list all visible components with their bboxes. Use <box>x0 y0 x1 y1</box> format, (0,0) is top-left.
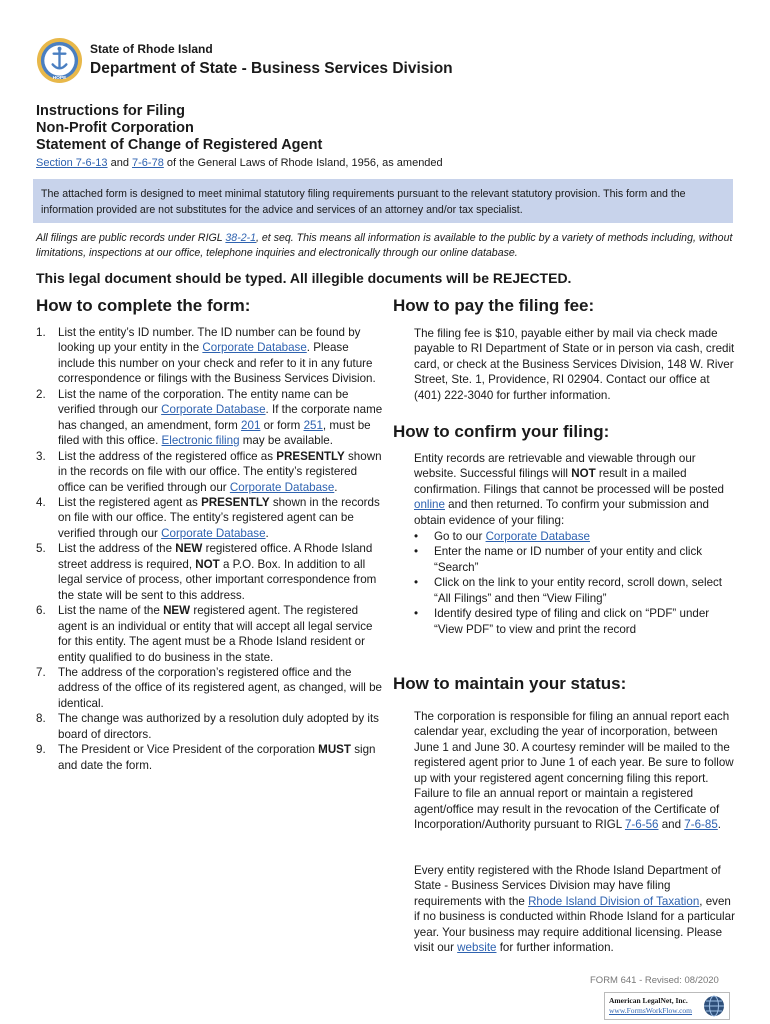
step-text: List the entity’s ID number. The ID number can be found by looking up your entity in the <box>58 326 361 355</box>
step-number: 6. <box>36 604 46 618</box>
step-text: sign and date the form. <box>58 743 376 772</box>
electronic-filing-link[interactable]: Electronic filing <box>161 434 240 448</box>
confirm-text: result in a mailed confirmation. Filings that cannot be processed will be posted <box>414 467 724 496</box>
confirm-emphasis: NOT <box>571 467 596 481</box>
step-text: or form <box>260 418 304 432</box>
complete-form-heading: How to complete the form: <box>36 296 251 315</box>
step-text: a P.O. Box. In addition to all legal service of process, other important correspondence from the state will be sent to this address. <box>58 557 377 602</box>
list-item <box>36 711 386 742</box>
corporate-database-link[interactable]: Corporate Database <box>202 341 307 355</box>
globe-icon <box>703 995 725 1017</box>
list-item <box>36 449 386 495</box>
rigl-38-2-1-link[interactable]: 38-2-1 <box>225 232 257 244</box>
typed-document-warning: This legal document should be typed. All illegible documents will be REJECTED. <box>36 270 572 286</box>
maintain-text: for further information. <box>496 941 614 955</box>
publisher-badge <box>604 992 730 1020</box>
list-item <box>414 606 736 637</box>
maintain-text: The corporation is responsible for filing an annual report each calendar year, excluding the year of incorporation, between June 1 and June 30. A courtesy reminder will be mailed to the registered agent prior to June 1 of each year. Be sure to follow up with your registered agent concerning filing this report. Failure to file an annual report or maintain a registered agent/office may result in the revocation of the Certificate of Incorporation/Authority pursuant to RIGL <box>414 710 734 832</box>
department-name: Department of State - Business Services Division <box>90 60 453 77</box>
disclaimer-notice: The attached form is designed to meet minimal statutory filing requirements pursuant to the relevant statutory provision. This form and the information provided are not substitutes for the advice and services of an attorney and/or tax specialist. <box>33 179 733 223</box>
step-text: shown in the records on file with our office. The entity’s registered agent can be verified through our <box>58 495 380 540</box>
step-number: 3. <box>36 449 46 463</box>
section-7-6-13-link[interactable]: Section 7-6-13 <box>36 157 108 169</box>
publisher-site-link[interactable]: www.FormsWorkFlow.com <box>609 1006 693 1015</box>
corporate-database-link[interactable]: Corporate Database <box>485 530 590 543</box>
step-text: registered agent. The registered agent is an individual or entity that will accept all legal service for this entity. The agent must be a Rhode Island resident or entity qualified to do business in the state. <box>58 604 373 664</box>
step-text: , must be filed with this office. <box>58 418 371 448</box>
list-item <box>414 575 736 606</box>
bullet-text: Enter the name or ID number of your entity and click “Search” <box>434 545 703 574</box>
public-records-notice <box>36 231 736 261</box>
step-text: The President or Vice President of the corporation <box>58 743 319 757</box>
step-text: List the address of the <box>58 542 176 556</box>
list-item <box>36 325 386 387</box>
statute-reference <box>36 157 443 169</box>
list-item <box>36 742 386 773</box>
pay-fee-heading: How to pay the filing fee: <box>393 296 595 315</box>
maintain-text: , even if no business is conducted within Rhode Island for a particular year. Your business may require additional licensing. Please visit our <box>414 894 735 955</box>
confirm-filing-heading: How to confirm your filing: <box>393 422 610 441</box>
maintain-text: Every entity registered with the Rhode Island Department of State - Business Services Division may have filing requirements with the <box>414 864 721 908</box>
instruction-steps <box>36 325 386 773</box>
step-emphasis: NEW <box>175 542 203 556</box>
form-201-link[interactable]: 201 <box>241 418 261 432</box>
bullet-text: Go to our <box>434 530 486 543</box>
annual-report-text <box>414 709 736 833</box>
step-text: List the registered agent as <box>58 495 202 509</box>
taxation-text <box>414 863 736 956</box>
step-text: shown in the records on file with our office. The entity’s registered office can be verified through our <box>58 449 382 494</box>
publisher-name: American LegalNet, Inc. <box>609 996 688 1005</box>
rhode-island-seal-icon <box>36 37 83 84</box>
step-number: 1. <box>36 326 46 339</box>
list-item <box>36 495 386 541</box>
form-251-link[interactable]: 251 <box>303 418 323 432</box>
website-link[interactable]: website <box>457 941 497 955</box>
maintain-text: and <box>658 818 685 832</box>
step-text: . Please include this number on your check and refer to it in any future correspondence or filings with the Business Services Division. <box>58 341 376 386</box>
bullet-icon: • <box>414 607 419 621</box>
step-text: List the name of the <box>58 604 164 618</box>
confirm-filing-text <box>414 451 736 528</box>
step-emphasis: PRESENTLY <box>201 495 270 509</box>
confirm-text: and then returned. To confirm your submission and obtain evidence of your filing: <box>414 498 709 527</box>
step-number: 2. <box>36 387 46 401</box>
confirm-text: Entity records are retrievable and viewable through our website. Successful filings will <box>414 452 696 481</box>
bullet-icon: • <box>414 545 419 559</box>
list-item <box>414 544 736 575</box>
list-item <box>36 541 386 603</box>
step-text: The change was authorized by a resolution duly adopted by its board of directors. <box>58 712 379 741</box>
bullet-icon: • <box>414 530 419 543</box>
step-text: List the name of the corporation. The entity name can be verified through our <box>58 387 349 417</box>
step-number: 8. <box>36 712 46 726</box>
bullet-text: Click on the link to your entity record, scroll down, select “All Filings” and then “View Filing” <box>434 576 723 605</box>
statute-and: and <box>107 157 133 169</box>
title-line-1: Instructions for Filing <box>36 103 186 119</box>
step-number: 9. <box>36 743 46 757</box>
step-text: . <box>334 480 338 494</box>
list-item <box>36 387 386 449</box>
step-emphasis: MUST <box>318 743 352 757</box>
seal-text: HOPE <box>52 76 67 82</box>
list-item <box>36 665 386 711</box>
title-line-2: Non-Profit Corporation <box>36 120 194 136</box>
document-title <box>36 103 322 154</box>
confirm-steps <box>414 529 736 637</box>
public-records-text: All filings are public records under RIGL <box>36 232 226 244</box>
step-text: registered office. A Rhode Island street address is required, <box>58 542 373 571</box>
step-text: may be available. <box>239 434 333 448</box>
division-of-taxation-link[interactable]: Rhode Island Division of Taxation <box>528 894 700 908</box>
public-records-text-2: , et seq. This means all information is available to the public by a variety of methods including, without limitations, inspections at our office, telephone inquiries and electronically through our online database. <box>36 232 733 259</box>
step-number: 4. <box>36 495 46 509</box>
step-text: . If the corporate name has changed, an amendment, form <box>58 403 383 432</box>
corporate-database-link[interactable]: Corporate Database <box>161 403 266 417</box>
step-text: List the address of the registered office as <box>58 449 277 463</box>
step-emphasis: PRESENTLY <box>276 449 345 463</box>
corporate-database-link[interactable]: Corporate Database <box>229 480 335 494</box>
maintain-status-heading: How to maintain your status: <box>393 674 627 693</box>
maintain-text: . <box>717 818 722 832</box>
step-text: The address of the corporation’s registered office and the address of the office of its registered agent, as changed, will be identical. <box>58 665 382 710</box>
step-emphasis: NOT <box>195 557 220 571</box>
online-link[interactable]: online <box>414 498 445 512</box>
corporate-database-link[interactable]: Corporate Database <box>161 526 266 540</box>
list-item <box>36 603 386 665</box>
filing-fee-text: The filing fee is $10, payable either by mail via check made payable to RI Department of State or in person via cash, credit card, or check at the Business Services Division, 148 W. River Street, Ste. 1, Providence, RI 02904. Contact our office at (401) 222-3040 for further information. <box>414 327 735 402</box>
list-item <box>414 529 736 544</box>
statute-rest: of the General Laws of Rhode Island, 1956, as amended <box>163 157 443 169</box>
step-number: 7. <box>36 665 46 679</box>
bullet-text: Identify desired type of filing and click on “PDF” under “View PDF” to view and print the record <box>434 607 710 636</box>
step-text: . <box>265 526 269 540</box>
step-number: 5. <box>36 542 46 556</box>
section-7-6-78-link[interactable]: 7-6-78 <box>132 157 164 169</box>
form-revision: FORM 641 - Revised: 08/2020 <box>590 975 719 986</box>
rigl-7-6-85-link[interactable]: 7-6-85 <box>684 818 718 832</box>
rigl-7-6-56-link[interactable]: 7-6-56 <box>624 818 659 832</box>
bullet-icon: • <box>414 576 419 590</box>
step-emphasis: NEW <box>163 604 191 618</box>
state-name: State of Rhode Island <box>90 42 213 56</box>
title-line-3: Statement of Change of Registered Agent <box>36 137 323 153</box>
